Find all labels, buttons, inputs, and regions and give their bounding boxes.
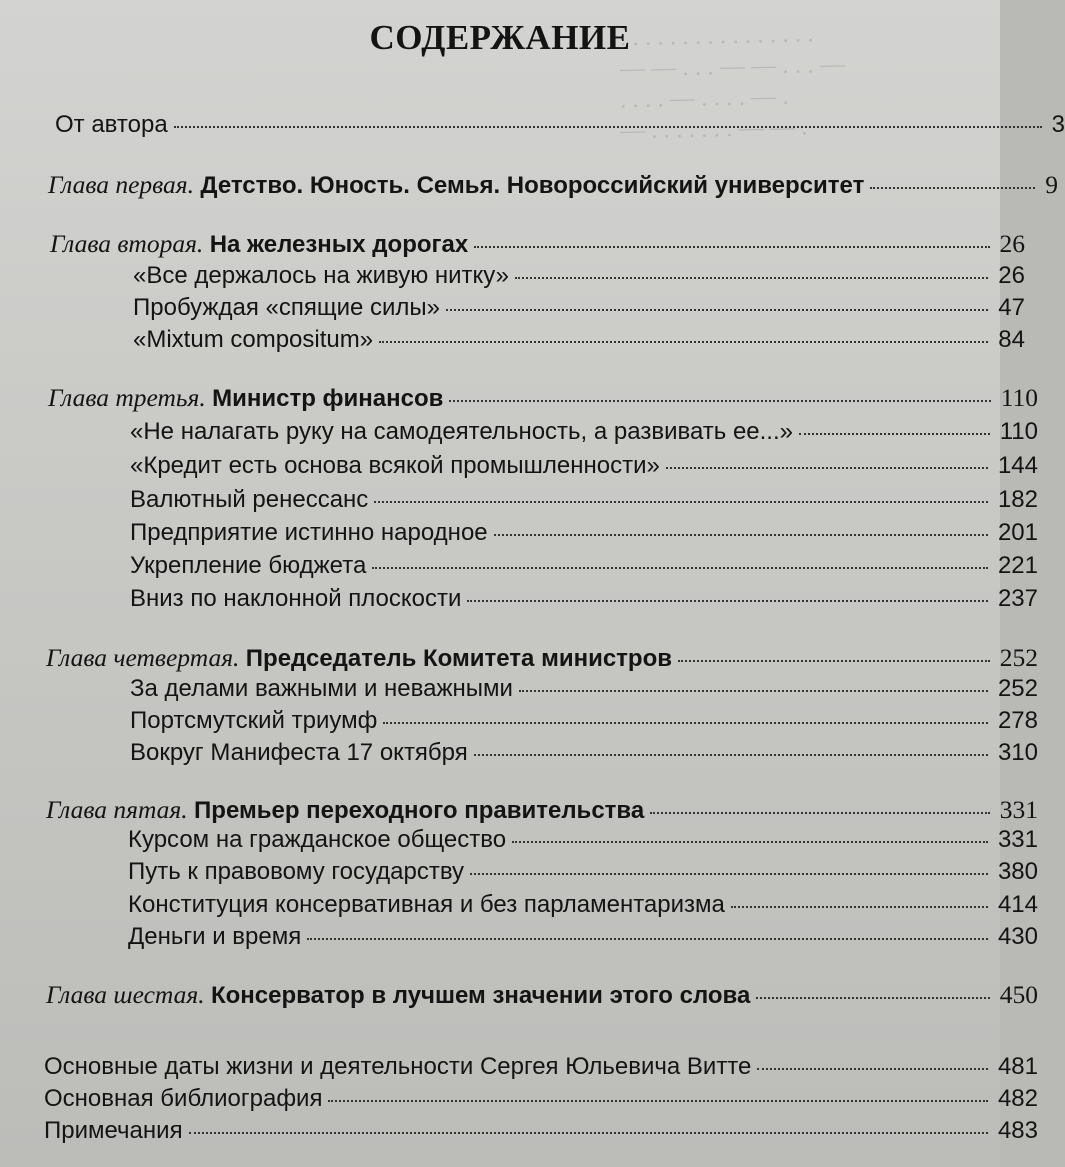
- dot-leader: [519, 690, 988, 692]
- page-number: 237: [997, 585, 1038, 612]
- page-number: 26: [999, 229, 1025, 258]
- dot-leader: [731, 906, 988, 908]
- toc-entry-text: «Mixtum compositum»: [133, 326, 374, 353]
- toc-entry-text: Конституция консервативная и без парламентаризма: [128, 891, 725, 918]
- show-through-text: . . . . . . . . . . . . . . . . — — . . . — — . . . — . . . . — . . . . — . — . . . . . . . — — .: [620, 20, 845, 145]
- toc-entry-text: Вниз по наклонной плоскости: [130, 585, 462, 612]
- dot-leader: [799, 433, 990, 435]
- page-number: 483: [997, 1117, 1038, 1144]
- dot-leader: [666, 467, 988, 469]
- toc-entry-text: Пробуждая «спящие силы»: [133, 294, 441, 321]
- page-number: 221: [997, 552, 1038, 579]
- page-number: 331: [997, 826, 1038, 853]
- page-number: 331: [999, 795, 1038, 824]
- dot-leader: [449, 400, 990, 402]
- page-number: 414: [997, 891, 1038, 918]
- toc-back-dates: [44, 1053, 1038, 1081]
- page-number: 9: [1045, 170, 1058, 199]
- toc-entry-text: Примечания: [44, 1117, 183, 1144]
- toc-entry-text: «Все держалось на живую нитку»: [133, 262, 509, 289]
- page-number: 3: [1051, 111, 1065, 138]
- dot-leader: [474, 246, 989, 248]
- toc-section: [130, 552, 1038, 580]
- toc-section: [130, 707, 1038, 735]
- toc-section: [130, 418, 1038, 446]
- dot-leader: [374, 501, 988, 503]
- dot-leader: [515, 277, 988, 279]
- toc-entry-text: Путь к правовому государству: [128, 858, 465, 885]
- toc-section: [133, 326, 1025, 354]
- toc-section: [133, 294, 1025, 322]
- page-number: 182: [997, 486, 1038, 513]
- page-number: 201: [997, 519, 1038, 546]
- page-number: 278: [997, 707, 1038, 734]
- page-number: 310: [997, 739, 1038, 766]
- page-number: 252: [997, 675, 1038, 702]
- page-number: 482: [997, 1085, 1038, 1112]
- page-number: 380: [997, 858, 1038, 885]
- toc-section: [130, 486, 1038, 514]
- dot-leader: [328, 1100, 987, 1102]
- toc-entry-text: «Не налагать руку на самодеятельность, а развивать ее...»: [130, 418, 793, 445]
- dot-leader: [494, 534, 988, 536]
- toc-back-notes: [44, 1117, 1038, 1145]
- chapter-label: Глава шестая.: [46, 980, 205, 1009]
- dot-leader: [174, 126, 1042, 128]
- toc-chapter-2: [50, 229, 1025, 259]
- toc-section: [133, 262, 1025, 290]
- page-number: 47: [998, 294, 1025, 321]
- dot-leader: [757, 1068, 988, 1070]
- page-number: 110: [1000, 383, 1038, 412]
- toc-section: [130, 452, 1038, 480]
- toc-entry-text: Основные даты жизни и деятельности Сергея Юльевича Витте: [44, 1053, 752, 1080]
- toc-entry-text: За делами важными и неважными: [130, 675, 513, 702]
- toc-section: [128, 826, 1038, 854]
- chapter-label: Глава четвертая.: [46, 643, 240, 672]
- page-number: 430: [997, 923, 1038, 950]
- toc-entry-text: Курсом на гражданское общество: [128, 826, 507, 853]
- toc-chapter-6: [46, 980, 1038, 1010]
- toc-entry-text: Укрепление бюджета: [130, 552, 367, 579]
- dot-leader: [467, 600, 988, 602]
- toc-chapter-4: [46, 643, 1038, 673]
- toc-chapter-1: [48, 170, 1058, 200]
- chapter-label: Глава первая.: [48, 170, 195, 199]
- dot-leader: [650, 812, 990, 814]
- chapter-label: Глава пятая.: [46, 795, 188, 824]
- dot-leader: [372, 567, 988, 569]
- toc-section: [130, 739, 1038, 767]
- toc-entry-text: Деньги и время: [128, 923, 302, 950]
- page-number: 481: [997, 1053, 1038, 1080]
- page-number: 26: [998, 262, 1025, 289]
- chapter-title: Детство. Юность. Семья. Новороссийский университет: [200, 172, 865, 199]
- chapter-label: Глава вторая.: [50, 229, 204, 258]
- toc-section: [130, 585, 1038, 613]
- toc-section: [130, 675, 1038, 703]
- dot-leader: [383, 722, 988, 724]
- page-number: 450: [999, 980, 1038, 1009]
- toc-section: [128, 891, 1038, 919]
- dot-leader: [870, 187, 1035, 189]
- toc-entry-text: Портсмутский триумф: [130, 707, 378, 734]
- dot-leader: [678, 660, 990, 662]
- toc-section: [128, 858, 1038, 886]
- toc-entry-text: Вокруг Манифеста 17 октября: [130, 739, 468, 766]
- dot-leader: [189, 1132, 988, 1134]
- toc-entry-text: От автора: [55, 111, 168, 138]
- dot-leader: [470, 873, 988, 875]
- dot-leader: [379, 341, 988, 343]
- dot-leader: [307, 938, 988, 940]
- chapter-title: На железных дорогах: [209, 231, 469, 258]
- toc-entry-text: Предприятие истинно народное: [130, 519, 488, 546]
- chapter-title: Председатель Комитета министров: [245, 645, 673, 672]
- toc-entry-text: Основная библиография: [44, 1085, 323, 1112]
- chapter-title: Министр финансов: [212, 385, 444, 412]
- chapter-title: Консерватор в лучшем значении этого слова: [210, 982, 751, 1009]
- toc-entry-front: [55, 111, 1065, 139]
- page-number: 84: [998, 326, 1025, 353]
- chapter-title: Премьер переходного правительства: [194, 797, 645, 824]
- dot-leader: [474, 754, 988, 756]
- dot-leader: [512, 841, 988, 843]
- toc-section: [130, 519, 1038, 547]
- toc-chapter-3: [48, 383, 1038, 413]
- toc-section: [128, 923, 1038, 951]
- toc-back-bibliography: [44, 1085, 1038, 1113]
- toc-chapter-5: [46, 795, 1038, 825]
- toc-entry-text: Валютный ренессанс: [130, 486, 369, 513]
- chapter-label: Глава третья.: [48, 383, 206, 412]
- toc-entry-text: «Кредит есть основа всякой промышленности»: [130, 452, 660, 479]
- page-number: 144: [997, 452, 1038, 479]
- page-number: 110: [999, 418, 1038, 445]
- dot-leader: [446, 309, 988, 311]
- page-title: СОДЕРЖАНИЕ: [369, 18, 631, 57]
- page-number: 252: [999, 643, 1038, 672]
- dot-leader: [756, 997, 989, 999]
